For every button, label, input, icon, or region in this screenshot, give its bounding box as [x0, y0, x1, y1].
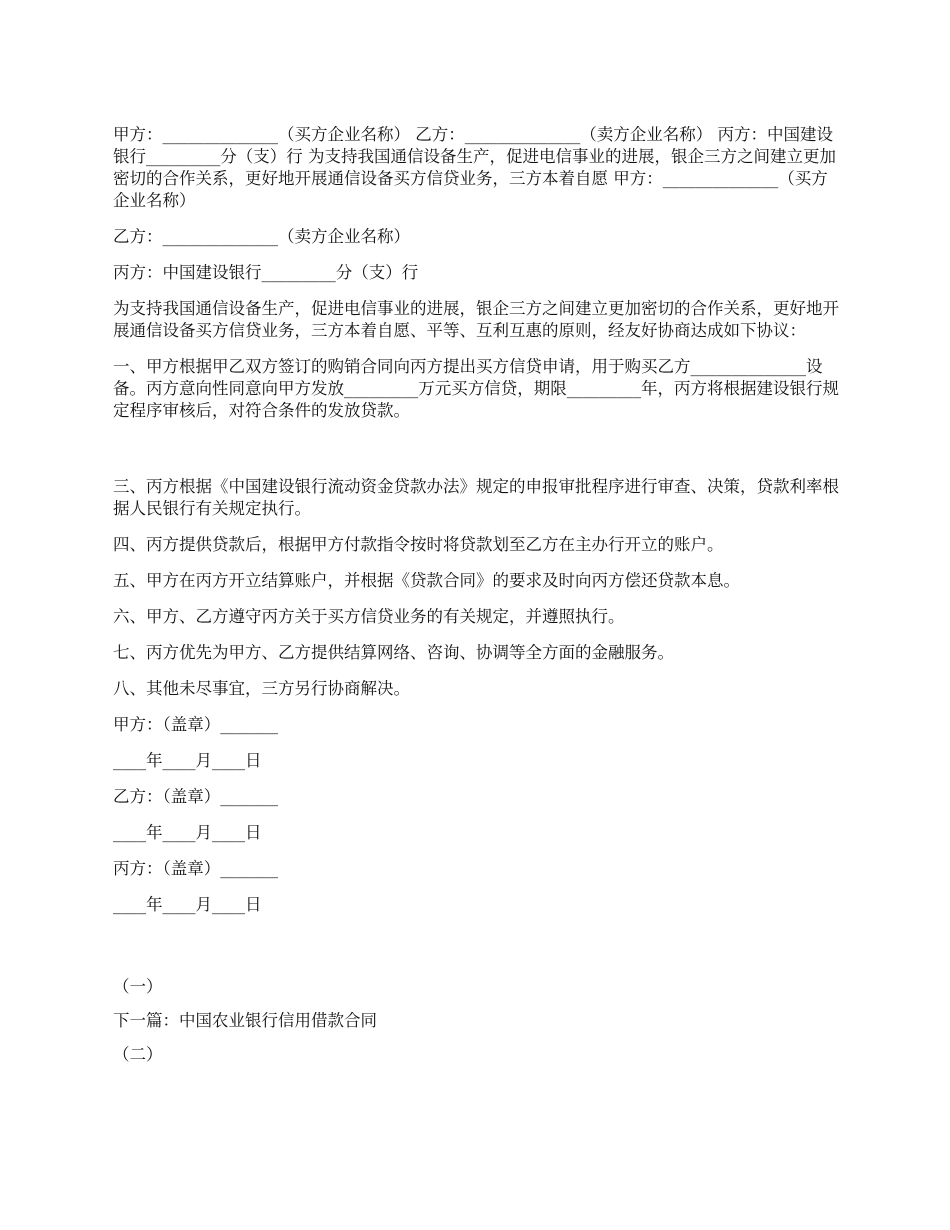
- preamble-paragraph: 为支持我国通信设备生产，促进电信事业的进展，银企三方之间建立更加密切的合作关系，更好地开展通信设备买方信贷业务，三方本着自愿、平等、互利互惠的原则，经友好协商达成如下协议：: [113, 299, 839, 340]
- next-article-link[interactable]: 下一篇：中国农业银行信用借款合同: [113, 1011, 377, 1030]
- clause-8: 八、其他未尽事宜，三方另行协商解决。: [113, 679, 410, 698]
- clause-7: 七、丙方优先为甲方、乙方提供结算网络、咨询、协调等全方面的金融服务。: [113, 643, 674, 662]
- party-b-line: 乙方：______________（卖方企业名称）: [113, 227, 410, 246]
- clause-5: 五、甲方在丙方开立结算账户，并根据《贷款合同》的要求及时向丙方偿还贷款本息。: [113, 571, 740, 590]
- part-one-label: （一）: [113, 977, 163, 996]
- signature-party-a: 甲方：（盖章）_______: [113, 715, 278, 734]
- signature-party-c: 丙方：（盖章）_______: [113, 859, 278, 878]
- part-two-label: （二）: [113, 1045, 163, 1064]
- clause-1: 一、甲方根据甲乙双方签订的购销合同向丙方提出买方信贷申请，用于购买乙方______________设备。丙方意向性同意向甲方发放_________万元买方信贷，期限_________年，丙方将根据建设银行规定程序审核后，对符合条件的发放贷款。: [113, 357, 839, 420]
- signature-date-b: ____年____月____日: [113, 823, 262, 842]
- clause-6: 六、甲方、乙方遵守丙方关于买方信贷业务的有关规定，并遵照执行。: [113, 607, 625, 626]
- signature-party-b: 乙方：（盖章）_______: [113, 787, 278, 806]
- contract-intro-paragraph: 甲方：______________（买方企业名称） 乙方：______________（卖方企业名称） 丙方：中国建设银行_________分（支）行 为支持我国通信设备生产，促进电信事业的进展，银企三方之间建立更加密切的合作关系，更好地开展通信设备买方信贷业务，三方本着自愿 甲方：______________（买方企业名称）: [113, 125, 836, 210]
- section-spacer: [113, 436, 843, 476]
- party-c-line: 丙方：中国建设银行_________分（支）行: [113, 263, 419, 282]
- signature-date-a: ____年____月____日: [113, 751, 262, 770]
- clause-4: 四、丙方提供贷款后，根据甲方付款指令按时将贷款划至乙方在主办行开立的账户。: [113, 535, 724, 554]
- signature-date-c: ____年____月____日: [113, 895, 262, 914]
- footer-spacer: [113, 930, 843, 976]
- document-page: [113, 124, 843, 1078]
- clause-3: 三、丙方根据《中国建设银行流动资金贷款办法》规定的申报审批程序进行审查、决策，贷款利率根据人民银行有关规定执行。: [113, 477, 839, 518]
